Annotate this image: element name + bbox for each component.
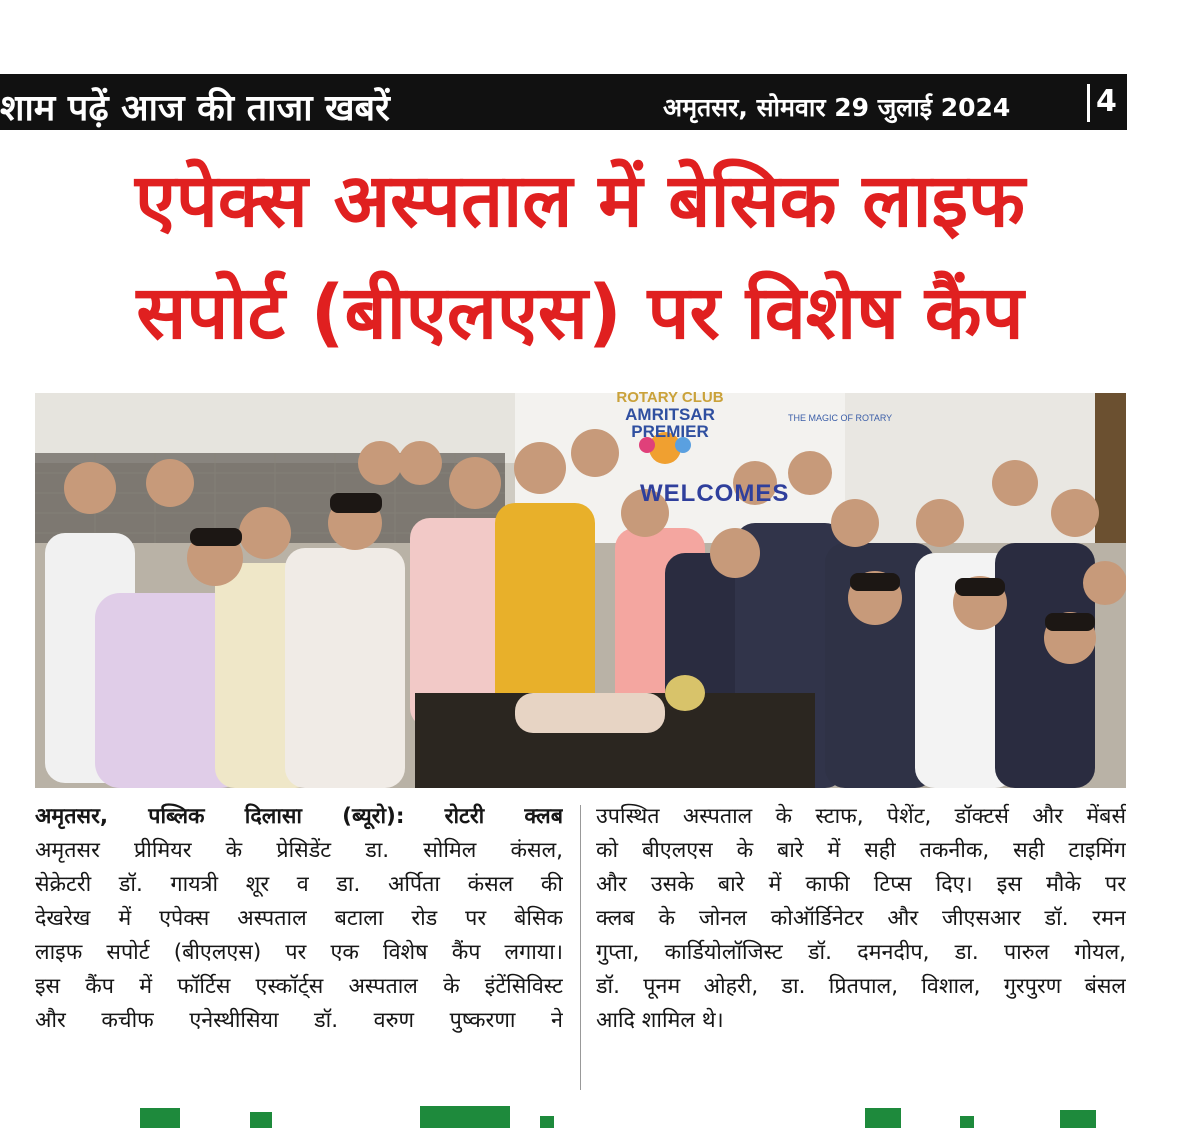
page-number: 4	[1096, 84, 1117, 119]
article-line: डॉ. पूनम ओहरी, डा. प्रितपाल, विशाल, गुरपुरण बंसल	[596, 974, 1126, 999]
banner-line-1: ROTARY CLUB	[616, 389, 724, 406]
article-line: अमृतसर प्रीमियर के प्रेसिडेंट डा. सोमिल कंसल,	[35, 838, 563, 863]
banner-line-2: AMRITSAR PREMIER	[625, 405, 715, 441]
article-line: को बीएलएस के बारे में सही तकनीक, सही टाइमिंग	[596, 838, 1126, 863]
article-headline-line-1: एपेक्स अस्पताल में बेसिक लाइफ	[134, 158, 1026, 244]
article-line	[35, 800, 563, 834]
article-column-2	[596, 800, 1126, 1038]
masthead-bar	[0, 74, 1127, 130]
article-line: और कचीफ एनेस्थीसिया डॉ. वरुण पुष्करणा ने	[35, 1008, 563, 1033]
masthead-dateline: अमृतसर, सोमवार 29 जुलाई 2024	[663, 93, 1011, 122]
article-dateline: अमृतसर, पब्लिक दिलासा (ब्यूरो): रोटरी क्लब	[35, 804, 563, 829]
article-headline-line-2: सपोर्ट (बीएलएस) पर विशेष कैंप	[136, 270, 1024, 356]
article-line: आदि शामिल थे।	[596, 1008, 724, 1033]
article-line: सेक्रेटरी डॉ. गायत्री शूर व डा. अर्पिता कंसल की	[35, 872, 563, 897]
article-line: लाइफ सपोर्ट (बीएलएस) पर एक विशेष कैंप लगाया।	[35, 940, 563, 965]
group-photo-illustration	[35, 393, 1126, 788]
article-line: गुप्ता, कार्डियोलॉजिस्ट डॉ. दमनदीप, डा. पारुल गोयल,	[596, 940, 1126, 965]
article-line: क्लब के जोनल कोऑर्डिनेटर और जीएसआर डॉ. रमन	[596, 906, 1126, 931]
article-column-1	[35, 800, 563, 1038]
column-divider	[580, 805, 581, 1090]
article-line: उपस्थित अस्पताल के स्टाफ, पेशेंट, डॉक्टर्स और मेंबर्स	[596, 804, 1126, 829]
news-photo	[35, 393, 1126, 788]
next-headline-cropped	[0, 1100, 1188, 1128]
article-line: इस कैंप में फॉर्टिस एस्कॉर्ट्स अस्पताल के इंटेंसिविस्ट	[35, 974, 563, 999]
masthead-divider	[1087, 84, 1090, 122]
article-line: देखरेख में एपेक्स अस्पताल बटाला रोड पर बेसिक	[35, 906, 563, 931]
banner-magic-text: THE MAGIC OF ROTARY	[788, 413, 893, 423]
banner-club-name	[585, 389, 755, 440]
banner-welcome-text: WELCOMES	[640, 480, 790, 507]
masthead-tagline: शाम पढ़ें आज की ताजा खबरें	[0, 88, 390, 129]
article-line: और उसके बारे में काफी टिप्स दिए। इस मौके पर	[596, 872, 1126, 897]
